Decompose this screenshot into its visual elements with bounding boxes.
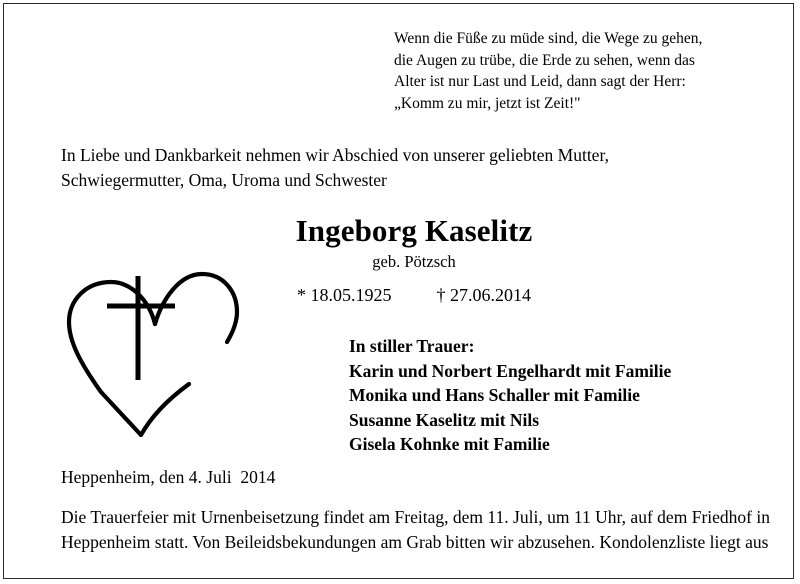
mourners-heading: In stiller Trauer: (349, 336, 475, 356)
verse-line-1: Wenn die Füße zu müde sind, die Wege zu gehen, (394, 30, 703, 47)
verse-line-3: Alter ist nur Last und Leid, dann sagt der Herr: (394, 73, 686, 90)
verse-line-2: die Augen zu trübe, die Erde zu sehen, wenn das (394, 51, 695, 69)
farewell-intro-line-2: Schwiegermutter, Oma, Uroma und Schwester (61, 170, 387, 190)
farewell-intro (61, 143, 773, 193)
obituary-notice (3, 3, 794, 579)
funeral-details-text: Die Trauerfeier mit Urnenbeisetzung findet am Freitag, dem 11. Juli, um 11 Uhr, auf dem Friedhof in Heppenheim statt. Von Beileidsbekundungen am Grab bitten wir abzusehen. Kondolenzliste liegt aus (61, 507, 770, 552)
maiden-name: geb. Pötzsch (372, 252, 456, 271)
funeral-details (61, 505, 770, 554)
deceased-name: Ingeborg Kaselitz (295, 213, 533, 248)
deceased-name-block (249, 213, 579, 306)
mourner-entry: Karin und Norbert Engelhardt mit Familie (349, 360, 672, 381)
mourners-block (349, 334, 671, 457)
verse-line-4: „Komm zu mir, jetzt ist Zeit!" (394, 94, 581, 112)
farewell-intro-line-1: In Liebe und Dankbarkeit nehmen wir Abschied von unserer geliebten Mutter, (61, 145, 609, 165)
life-dates: * 18.05.1925 † 27.06.2014 (297, 285, 531, 305)
place-and-date: Heppenheim, den 4. Juli 2014 (61, 467, 276, 487)
memorial-verse (394, 28, 770, 114)
mourner-entry: Gisela Kohnke mit Familie (349, 434, 550, 454)
heart-with-cross-icon (59, 242, 244, 437)
mourner-entry: Monika und Hans Schaller mit Familie (349, 385, 640, 405)
mourner-entry: Susanne Kaselitz mit Nils (349, 409, 540, 430)
